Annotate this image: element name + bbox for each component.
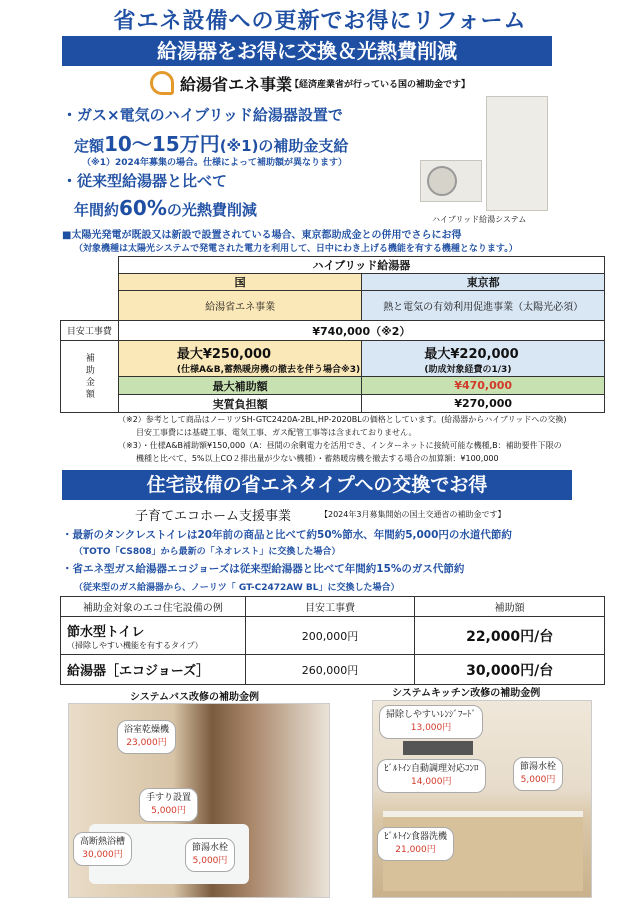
hybrid-subsidy-table xyxy=(60,256,605,413)
bath-photo xyxy=(68,703,330,898)
bath-tag-dryer-price: 23,000円 xyxy=(126,738,167,748)
bullet-compare-amount xyxy=(74,196,257,220)
solar-note: ■太陽光発電が既設又は新設で設置されている場合、東京都助成金との併用でさらにお得 xyxy=(62,230,462,241)
bullet-toilet-note: （TOTO「CS808」から最新の「ネオレスト」に交換した場合） xyxy=(74,547,341,557)
table2-row2-amount: 30,000円/台 xyxy=(415,655,605,685)
range-hood-image xyxy=(403,741,473,755)
note-3b: 機種と比べて、5%以上CO２排出量が少ない機種）・蓄熱暖房機を撤去する場合の加算額：¥100,000 xyxy=(136,454,499,463)
table1-max-label: 最大補助額 xyxy=(118,377,362,395)
kitchen-tag-stove-price: 14,000円 xyxy=(411,777,452,787)
bath-tag-handrail xyxy=(139,788,198,822)
table2-row1-amount: 22,000円/台 xyxy=(415,617,605,655)
bullet-hybrid-amount-value: 10〜15万円 xyxy=(104,132,220,156)
bullet-ecojozu: ・省エネ型ガス給湯器エコジョーズは従来型給湯器と比べて年間約15%のガス代節約 xyxy=(62,563,465,575)
bath-tag-dryer-label: 浴室乾燥機 xyxy=(124,725,170,735)
table1-cost-label: 目安工事費 xyxy=(61,321,119,341)
bath-tag-handrail-label: 手すり設置 xyxy=(146,793,192,803)
bullet-compare: ・従来型給湯器と比べて xyxy=(62,172,228,190)
kyuto-logo-note: 【経済産業省が行っている国の補助金です】 xyxy=(290,80,471,90)
table2-header-amount: 補助額 xyxy=(415,597,605,617)
table1-tokyo-amount: 最大¥220,000 xyxy=(424,346,519,362)
bath-tag-tub-price: 30,000円 xyxy=(82,850,123,860)
kitchen-title: システムキッチン改修の補助金例 xyxy=(392,688,541,699)
table1-kuni-amount: 最大¥250,000 xyxy=(176,346,272,362)
table1-kuni-amount-cell xyxy=(118,341,362,377)
bath-tag-tub-label: 高断熱浴槽 xyxy=(80,837,126,847)
kitchen-tag-dishwasher-label: ﾋﾞﾙﾄｲﾝ食器洗機 xyxy=(384,832,448,842)
table1-burden-label: 実質負担額 xyxy=(118,395,362,413)
table1-cost-value: ¥740,000（※2） xyxy=(118,321,604,341)
table1-col-kuni: 国 xyxy=(118,274,362,291)
bath-tag-handrail-price: 5,000円 xyxy=(151,806,186,816)
tank-unit-image xyxy=(486,96,548,211)
kitchen-tag-stove-label: ﾋﾞﾙﾄｲﾝ自動調理対応ｺﾝﾛ xyxy=(384,764,479,774)
jutaku-program-note: 【2024年3月募集開始の国土交通省の補助金です】 xyxy=(320,510,506,519)
note-2b: 目安工事費には基礎工事、電気工事、ガス配管工事等は含まれておりません。 xyxy=(136,428,417,437)
fan-icon xyxy=(427,166,457,196)
table2-row1-cost: 200,000円 xyxy=(245,617,415,655)
bullet-hybrid-amount-prefix: 定額 xyxy=(74,137,105,155)
kitchen-tag-stove xyxy=(377,759,486,793)
table2-row2-cost: 260,000円 xyxy=(245,655,415,685)
kitchen-tag-hood xyxy=(379,705,483,739)
table1-tokyo-amount-note: (助成対象経費の1/3) xyxy=(424,364,512,375)
product-caption: ハイブリッド給湯システム xyxy=(432,215,527,224)
kitchen-tag-faucet xyxy=(513,757,563,791)
kitchen-tag-faucet-price: 5,000円 xyxy=(520,775,556,785)
kitchen-tag-dishwasher xyxy=(377,827,454,861)
table2-row1-sub: （掃除しやすい機能を有するタイプ） xyxy=(67,640,203,650)
bath-tag-faucet-label: 節湯水栓 xyxy=(192,843,229,853)
table1-burden-value: ¥270,000 xyxy=(362,395,605,413)
bullet-hybrid-amount-suffix: (※1)の補助金支給 xyxy=(219,137,349,155)
bullet-hybrid: ・ガス×電気のハイブリッド給湯器設置で xyxy=(62,106,343,124)
table1-col-tokyo: 東京都 xyxy=(362,274,605,291)
table1-sub-label: 補助金額 xyxy=(61,341,119,413)
section-band-jutaku: 住宅設備の省エネタイプへの交換でお得 xyxy=(62,470,572,500)
note-1: （※1）2024年募集の場合。仕様によって補助額が異なります） xyxy=(82,158,348,168)
table2-row1-name: 節水型トイレ xyxy=(67,624,145,640)
jutaku-program: 子育てエコホーム支援事業 xyxy=(135,509,292,524)
table1-tokyo-program: 熱と電気の有効利用促進事業（太陽光必須） xyxy=(362,291,605,321)
bath-tag-faucet-price: 5,000円 xyxy=(192,856,228,866)
table-row xyxy=(61,617,605,655)
table2-row2-name: 給湯器［エコジョーズ］ xyxy=(61,655,246,685)
bullet-compare-suffix: の光熱費削減 xyxy=(166,201,257,219)
table1-tokyo-amount-cell xyxy=(362,341,605,377)
bullet-toilet: ・最新のタンクレストイレは20年前の商品と比べて約50%節水、年間約5,000円の水道代節約 xyxy=(62,529,512,541)
bullet-ecojozu-note: （従来型のガス給湯器から、ノーリツ「 GT-C2472AW BL」に交換した場合） xyxy=(74,583,400,593)
table1-kuni-program: 給湯省エネ事業 xyxy=(118,291,362,321)
table1-header: ハイブリッド給湯器 xyxy=(118,257,604,274)
bath-tag-tub xyxy=(73,832,132,866)
bath-title: システムバス改修の補助金例 xyxy=(130,692,259,703)
table2-header-cost: 目安工事費 xyxy=(245,597,415,617)
bullet-compare-value: 60% xyxy=(119,196,167,220)
solar-note-sub: （対象機種は太陽光システムで発電された電力を利用して、日中にわき上げる機能を有する機種となります。） xyxy=(74,244,518,254)
kitchen-tag-hood-label: 掃除しやすいﾚﾝｼﾞﾌｰﾄﾞ xyxy=(386,710,477,720)
kitchen-tag-dishwasher-price: 21,000円 xyxy=(395,845,436,855)
table1-max-value: ¥470,000 xyxy=(362,377,605,395)
note-3: （※3）・仕様A&B補助額¥150,000（A：昼間の余剰電力を活用でき、インターネットに接続可能な機種,B：補助要件下限の xyxy=(118,441,562,450)
section-band-kyuto: 給湯器をお得に交換＆光熱費削減 xyxy=(62,36,552,66)
kitchen-photo xyxy=(372,700,592,898)
bath-tag-faucet xyxy=(185,838,235,872)
bath-tag-dryer xyxy=(117,720,176,754)
page-title: 省エネ設備への更新でお得にリフォーム xyxy=(113,9,527,34)
kyuto-logo-text: 給湯省エネ事業 xyxy=(180,75,293,94)
bullet-hybrid-amount xyxy=(74,128,348,157)
table-row xyxy=(61,655,605,685)
table2-header-item: 補助金対象のエコ住宅設備の例 xyxy=(61,597,246,617)
note-2: （※2）参考として商品はノーリツSH-GTC2420A-2BL,HP-2020BLの価格としています。(給湯器からハイブリッドへの交換) xyxy=(118,415,567,424)
kitchen-tag-faucet-label: 節湯水栓 xyxy=(520,762,557,772)
eco-equipment-table xyxy=(60,596,605,685)
table1-kuni-amount-note: (仕様A&B,蓄熱暖房機の撤去を伴う場合※3) xyxy=(176,364,361,375)
kyuto-logo-icon xyxy=(150,71,174,95)
kitchen-tag-hood-price: 13,000円 xyxy=(410,723,452,733)
outdoor-unit-image xyxy=(420,160,482,202)
bullet-compare-prefix: 年間約 xyxy=(74,201,120,219)
table2-row1-item xyxy=(61,617,246,655)
